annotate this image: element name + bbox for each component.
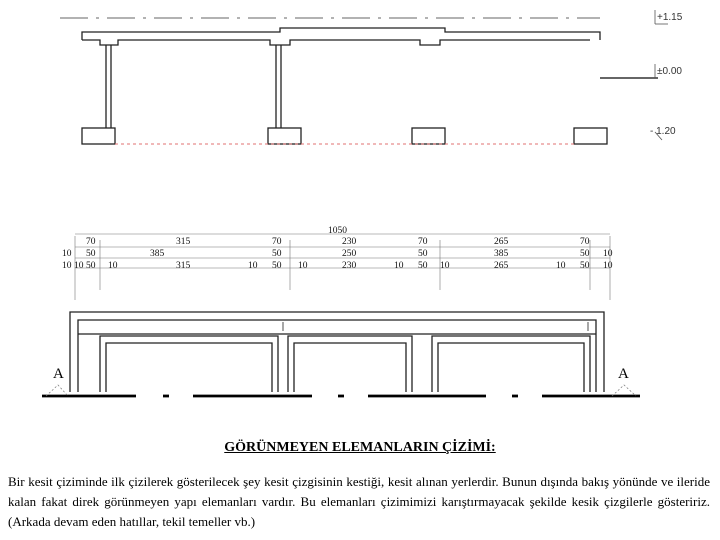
dim-r3-4: 315 [176,261,191,271]
room-3-outer [432,336,590,392]
dim-r3-2: 50 [86,261,96,271]
dim-r3-3: 10 [108,261,118,271]
dim-r3-15: 10 [603,261,613,271]
room-1-outer [100,336,278,392]
outer-wall-inner [78,320,596,392]
beam-outline-top [82,28,600,40]
dim-r1-6: 265 [494,237,509,247]
dim-r2-2: 385 [150,249,165,259]
footing-3 [412,128,445,144]
dim-r2-6: 385 [494,249,509,259]
dim-r3-8: 230 [342,261,357,271]
room-2-inner [294,343,406,392]
dim-r3-14: 50 [580,261,590,271]
dim-r1-7: 70 [580,237,590,247]
dim-r3-10: 50 [418,261,428,271]
footing-1 [82,128,115,144]
dim-r3-12: 265 [494,261,509,271]
description-paragraph: Bir kesit çiziminde ilk çizilerek gösterilecek şey kesit çizgisinin kestiği, kesit alınan yerlerdir. Bunun dışında bakış yönünde ve ileride kalan fakat direk görünmeyen yapı elemanları vardır. Bu elemanları çizimimizi karıştırmayacak şekilde kesik çizgilerle gösteririz. (Arkada devam eden hatıllar, tekil temeller vb.) [8,474,710,529]
dim-r2-7: 50 [580,249,590,259]
dim-r1-1: 70 [86,237,96,247]
section-mark-right: A [618,366,629,382]
plan-view [70,312,604,392]
dim-r3-6: 50 [272,261,282,271]
dim-r3-11: 10 [440,261,450,271]
dim-r3-5: 10 [248,261,258,271]
level-label-zero: ±0.00 [657,66,682,77]
dim-r1-2: 315 [176,237,191,247]
room-1-inner [106,343,272,392]
dim-r2-4: 250 [342,249,357,259]
dim-r3-7: 10 [298,261,308,271]
dim-r2-1: 50 [86,249,96,259]
room-2-outer [288,336,412,392]
dim-rc-1: 10 [603,249,613,259]
dim-l-1: 10 [62,249,72,259]
dim-r1-3: 70 [272,237,282,247]
elevation-view [60,18,658,144]
dim-r3-13: 10 [556,261,566,271]
footing-2 [268,128,301,144]
room-3-inner [438,343,584,392]
dim-r1-4: 230 [342,237,357,247]
dim-r3-1: 10 [74,261,84,271]
dim-r3-9: 10 [394,261,404,271]
outer-wall-outer [70,312,604,392]
section-marker-arrows [46,385,636,396]
section-mark-left: A [53,366,64,382]
dim-r2-3: 50 [272,249,282,259]
level-label-top: +1.15 [657,12,683,23]
dim-r2-5: 50 [418,249,428,259]
level-label-bottom: - 1.20 [650,126,676,137]
footing-4 [574,128,607,144]
section-heading: GÖRÜNMEYEN ELEMANLARIN ÇİZİMİ: [224,440,496,455]
dim-l-2: 10 [62,261,72,271]
beam-outline-bottom [82,40,590,45]
dim-r1-5: 70 [418,237,428,247]
dim-total: 1050 [328,226,347,236]
